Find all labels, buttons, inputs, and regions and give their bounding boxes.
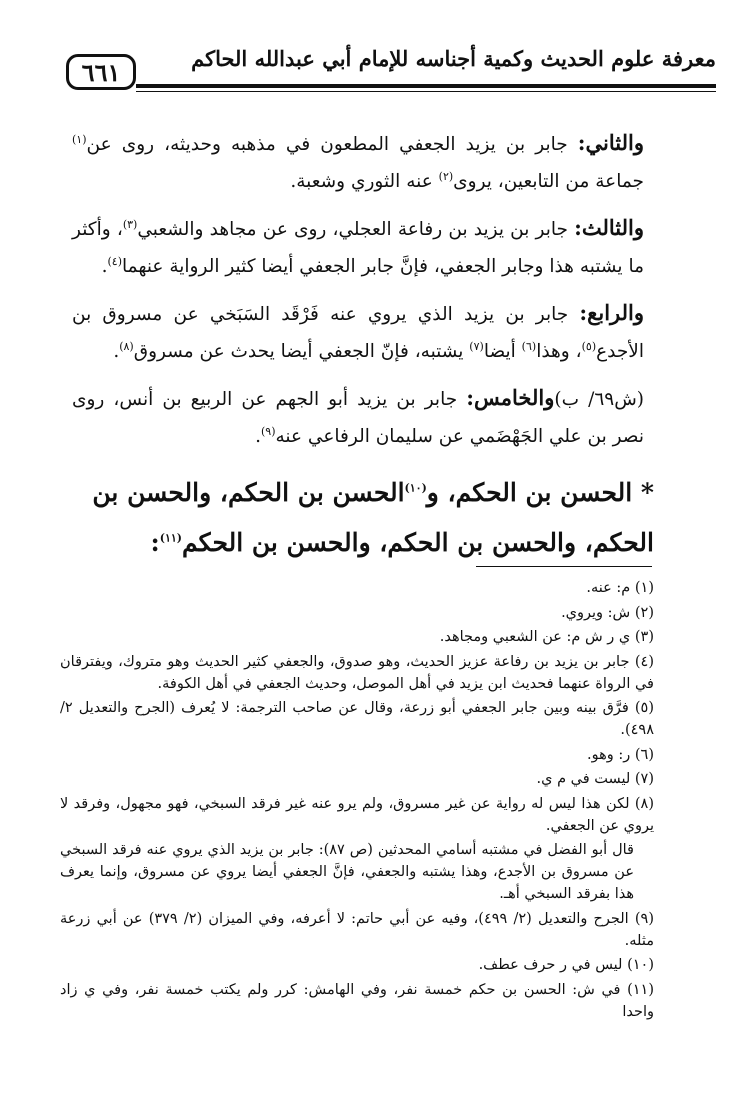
paragraph-lead: والخامس: (466, 385, 555, 410)
heading-text: * الحسن بن الحكم، و (426, 478, 654, 507)
note-ref: (١) (72, 132, 87, 146)
note-ref: (٤) (107, 254, 122, 268)
note-ref: (٧) (469, 339, 484, 353)
heading-text: : (150, 528, 160, 557)
paragraph-text: . (255, 426, 261, 447)
paragraph-text: عنه الثوري وشعبة. (290, 171, 439, 192)
paragraph-fifth (72, 379, 644, 455)
footnote-5: (٥) فرَّق بينه وبين جابر الجعفي أبو زرعة، وقال عن صاحب الترجمة: لا يُعرف (الجرح والتعديل ٢/ ٤٩٨). (60, 700, 654, 738)
footnote-8: (٨) لكن هذا ليس له رواية عن غير مسروق، ولم يرو عنه غير فرقد السبخي، فهو مجهول، وفرقد لا يروي عن الجعفي. (60, 795, 654, 834)
footnote-3: (٣) ي ر ش م: عن الشعبي ومجاهد. (439, 629, 654, 645)
note-ref: (٢) (438, 169, 454, 183)
page-number: ٦٦١ (66, 54, 136, 90)
paragraph-text: جابر بن يزيد بن رفاعة العجلي، روى عن مجاهد والشعبي (137, 219, 575, 240)
book-title: معرفة علوم الحديث وكمية أجناسه للإمام أبي عبدالله الحاكم (191, 46, 716, 71)
footnote-2: (٢) ش: ويروي. (561, 604, 654, 621)
paragraph-text: جابر بن يزيد الجعفي المطعون في مذهبه وحديثه، روى عن (86, 134, 578, 155)
manuscript-ref: (ش٦٩/ ب) (554, 389, 644, 410)
note-ref: (٨) (119, 339, 134, 353)
paragraph-text: جابر بن يزيد الذي يروي عنه فَرْقَد السَبَخي عن مسروق بن الأجدع (72, 304, 644, 362)
note-ref: (٥) (581, 339, 597, 353)
footnote-7: (٧) ليست في م ي. (536, 771, 654, 787)
footnote-6: (٦) ر: وهو. (587, 746, 654, 763)
footnote-10: (١٠) ليس في ر حرف عطف. (478, 957, 654, 973)
footnotes (60, 577, 654, 1025)
paragraph-lead: والثالث: (574, 215, 644, 240)
running-header (66, 38, 716, 98)
footnote-4: (٤) جابر بن يزيد بن رفاعة عزيز الحديث، وهو صدوق، والجعفي كثير الحديث وهو متروك، ويفترقان في الرواة عنهما فحديث ابن يزيد في أهل الموصل، وحديث الجعفي في أهل الكوفة. (60, 653, 654, 692)
paragraph-lead: والثاني: (577, 130, 644, 155)
footnote-8-continuation: قال أبو الفضل في مشتبه أسامي المحدثين (ص ٨٧): جابر بن يزيد الذي يروي عنه فرقد السبخي عن مسروق بن الأجدع، وهذا يشتبه والجعفي، فإنَّ الجعفي أيضا يروي عن مسروق، وإنما يعرف هذا بفرقد السبخي أهـ. (60, 842, 634, 902)
footnote-9: (٩) الجرح والتعديل (٢/ ٤٩٩)، وفيه عن أبي حاتم: لا أعرفه، وفي الميزان (٢/ ٣٧٩) عن أبي زرعة مثله. (60, 910, 654, 949)
footnote-11: (١١) في ش: الحسن بن حكم خمسة نفر، وفي الهامش: كرر ولم يكتب خمسة نفر، وفي ي زاد واحدا (60, 981, 654, 1020)
paragraph-text: أيضا (483, 341, 522, 362)
footnote-separator (476, 566, 652, 567)
note-ref: (٣) (122, 217, 138, 231)
header-rule-thick (136, 84, 716, 88)
heading-text: الحسن بن الحكم، والحسن بن الحكم، والحسن بن الحكم، والحسن بن الحكم (92, 478, 654, 557)
paragraph-text: جابر بن يزيد أبو الجهم عن الربيع بن أنس، روى نصر بن علي الجَهْضَمي عن سليمان الرفاعي عنه (72, 389, 644, 447)
paragraph-text: . (113, 341, 120, 362)
paragraph-third (72, 209, 644, 285)
paragraph-text: ، وأكثر ما يشتبه هذا وجابر الجعفي، فإنَّ جابر الجعفي أيضا كثير الرواية عنهما (72, 219, 644, 277)
note-ref: (٦) (521, 339, 537, 353)
paragraph-text: جماعة من التابعين، يروى (453, 171, 644, 192)
note-ref: (١٠) (404, 481, 427, 495)
paragraph-text: ، وهذا (536, 341, 582, 362)
header-rule-thin (136, 91, 716, 92)
section-heading (70, 468, 654, 568)
paragraph-lead: والرابع: (579, 300, 644, 325)
paragraph-text: . (101, 256, 108, 277)
footnote-1: (١) م: عنه. (586, 580, 654, 596)
paragraph-fourth (72, 294, 644, 370)
main-text (72, 124, 644, 464)
paragraph-second (72, 124, 644, 200)
note-ref: (١١) (159, 531, 182, 545)
paragraph-text: يشتبه، فإنّ الجعفي أيضا يحدث عن مسروق (133, 341, 470, 362)
note-ref: (٩) (260, 424, 276, 438)
